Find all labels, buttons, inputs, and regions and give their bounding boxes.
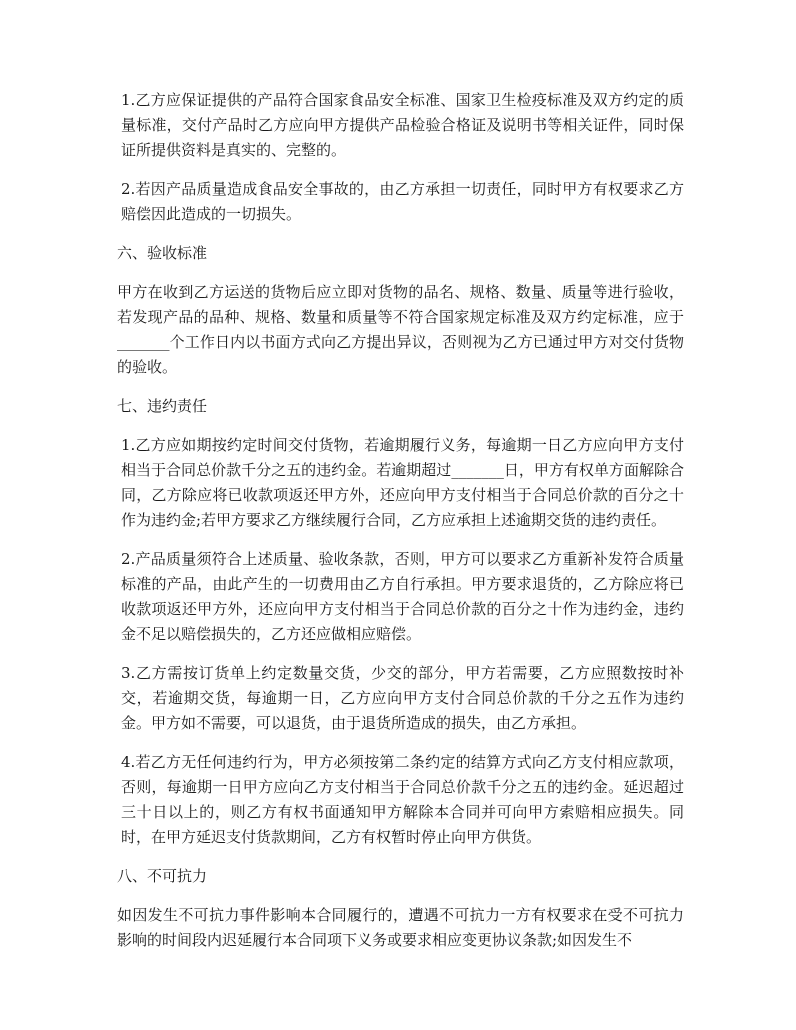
- section-heading-liability: 七、违约责任: [117, 397, 208, 415]
- section-heading-acceptance: 六、验收标准: [117, 244, 208, 262]
- section-heading-force-majeure: 八、不可抗力: [117, 867, 208, 885]
- clause-liability-4: 4.若乙方无任何违约行为，甲方必须按第二条约定的结算方式向乙方支付相应款项，否则，每逾期一日甲方应向乙方支付相当于合同总价款千分之五的违约金。延迟超过三十日以上的，则乙方有权书面通知甲方解除本合同并可向甲方索赔相应损失。同时，在甲方延迟支付货款期间，乙方有权暂时停止向甲方供货。: [121, 753, 684, 846]
- clause-acceptance: 甲方在收到乙方运送的货物后应立即对货物的品名、规格、数量、质量等进行验收，若发现产品的品种、规格、数量和质量等不符合国家规定标准及双方约定标准，应于_______个工作日内以书面方式向乙方提出异议，否则视为乙方已通过甲方对交付货物的验收。: [117, 283, 684, 376]
- clause-quality-1: 1.乙方应保证提供的产品符合国家食品安全标准、国家卫生检疫标准及双方约定的质量标准，交付产品时乙方应向甲方提供产品检验合格证及说明书等相关证件，同时保证所提供资料是真实的、完整的。: [121, 91, 684, 159]
- clause-liability-3: 3.乙方需按订货单上约定数量交货，少交的部分，甲方若需要，乙方应照数按时补交，若逾期交货，每逾期一日，乙方应向甲方支付合同总价款的千分之五作为违约金。甲方如不需要，可以退货，由于退货所造成的损失，由乙方承担。: [121, 664, 684, 732]
- clause-liability-2: 2.产品质量须符合上述质量、验收条款，否则，甲方可以要求乙方重新补发符合质量标准的产品，由此产生的一切费用由乙方自行承担。甲方要求退货的，乙方除应将已收款项返还甲方外，还应向甲方支付相当于合同总价款的百分之十作为违约金，违约金不足以赔偿损失的，乙方还应做相应赔偿。: [121, 550, 684, 643]
- clause-quality-2: 2.若因产品质量造成食品安全事故的，由乙方承担一切责任，同时甲方有权要求乙方赔偿因此造成的一切损失。: [121, 180, 684, 223]
- clause-force-majeure: 如因发生不可抗力事件影响本合同履行的，遭遇不可抗力一方有权要求在受不可抗力影响的时间段内迟延履行本合同项下义务或要求相应变更协议条款;如因发生不: [117, 906, 684, 949]
- clause-liability-1: 1.乙方应如期按约定时间交付货物，若逾期履行义务，每逾期一日乙方应向甲方支付相当于合同总价款千分之五的违约金。若逾期超过_______日，甲方有权单方面解除合同，乙方除应将已收款项返还甲方外，还应向甲方支付相当于合同总价款的百分之十作为违约金;若甲方要求乙方继续履行合同，乙方应承担上述逾期交货的违约责任。: [121, 436, 684, 529]
